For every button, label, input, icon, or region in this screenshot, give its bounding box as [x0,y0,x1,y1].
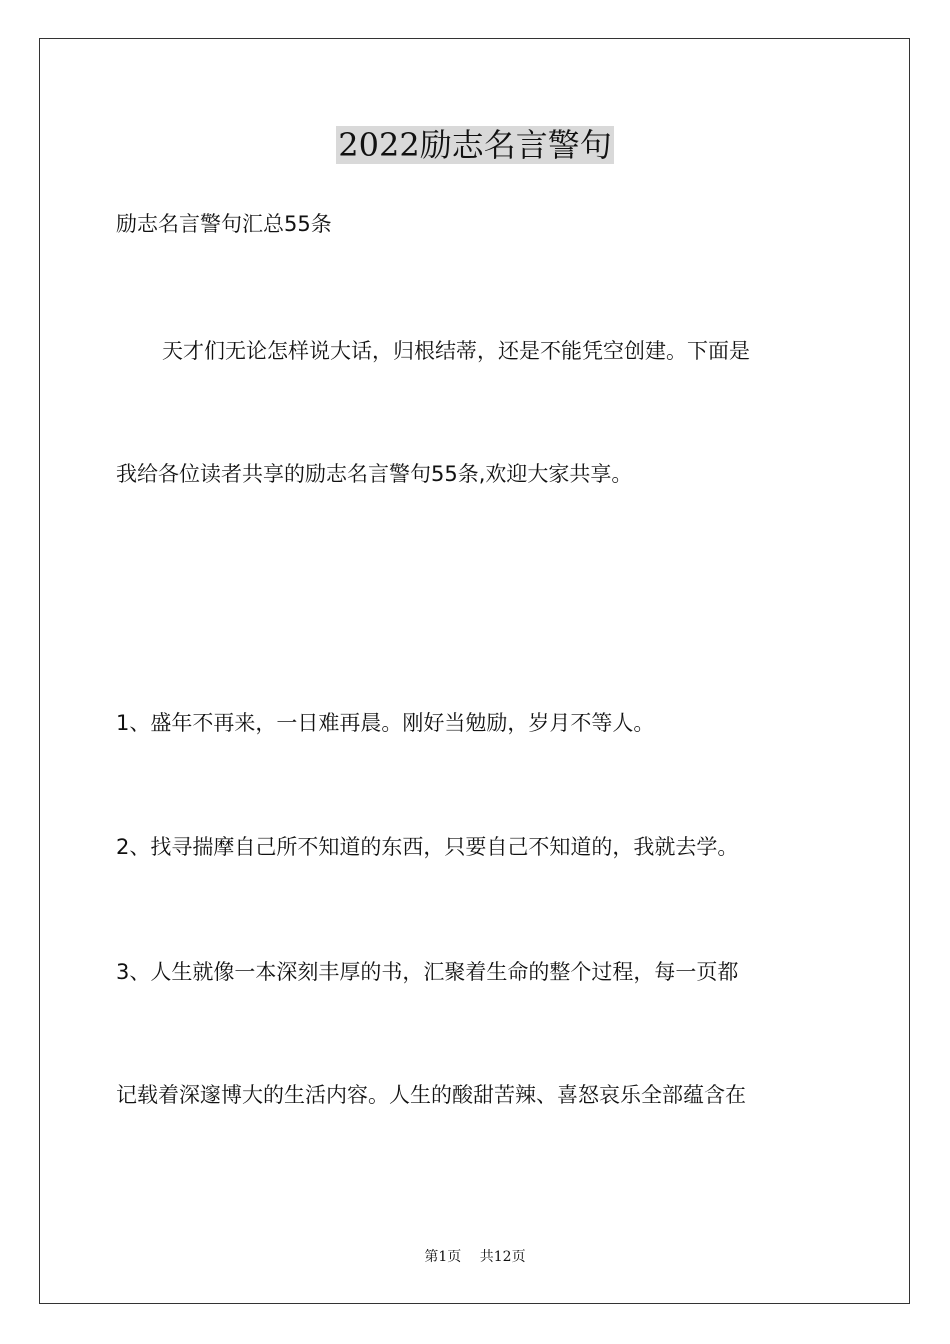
list-item-continuation: 记载着深邃博大的生活内容。人生的酸甜苦辣、喜怒哀乐全部蕴含在 [116,1083,746,1107]
document-title: 2022励志名言警句 [338,126,612,164]
list-item: 3、人生就像一本深刻丰厚的书，汇聚着生命的整个过程，每一页都 [116,960,739,984]
intro-line-1: 天才们无论怎样说大话，归根结蒂，还是不能凭空创建。下面是 [162,339,750,363]
page-total: 共12页 [479,1249,526,1265]
page-footer [0,1248,950,1266]
document-title-wrap [0,125,950,165]
document-subtitle: 励志名言警句汇总55条 [116,212,332,236]
page-number: 第1页 [424,1249,462,1265]
list-item: 2、找寻揣摩自己所不知道的东西，只要自己不知道的，我就去学。 [116,835,739,859]
list-item: 1、盛年不再来，一日难再晨。刚好当勉励，岁月不等人。 [116,711,655,735]
intro-line-2: 我给各位读者共享的励志名言警句55条,欢迎大家共享。 [116,462,633,486]
